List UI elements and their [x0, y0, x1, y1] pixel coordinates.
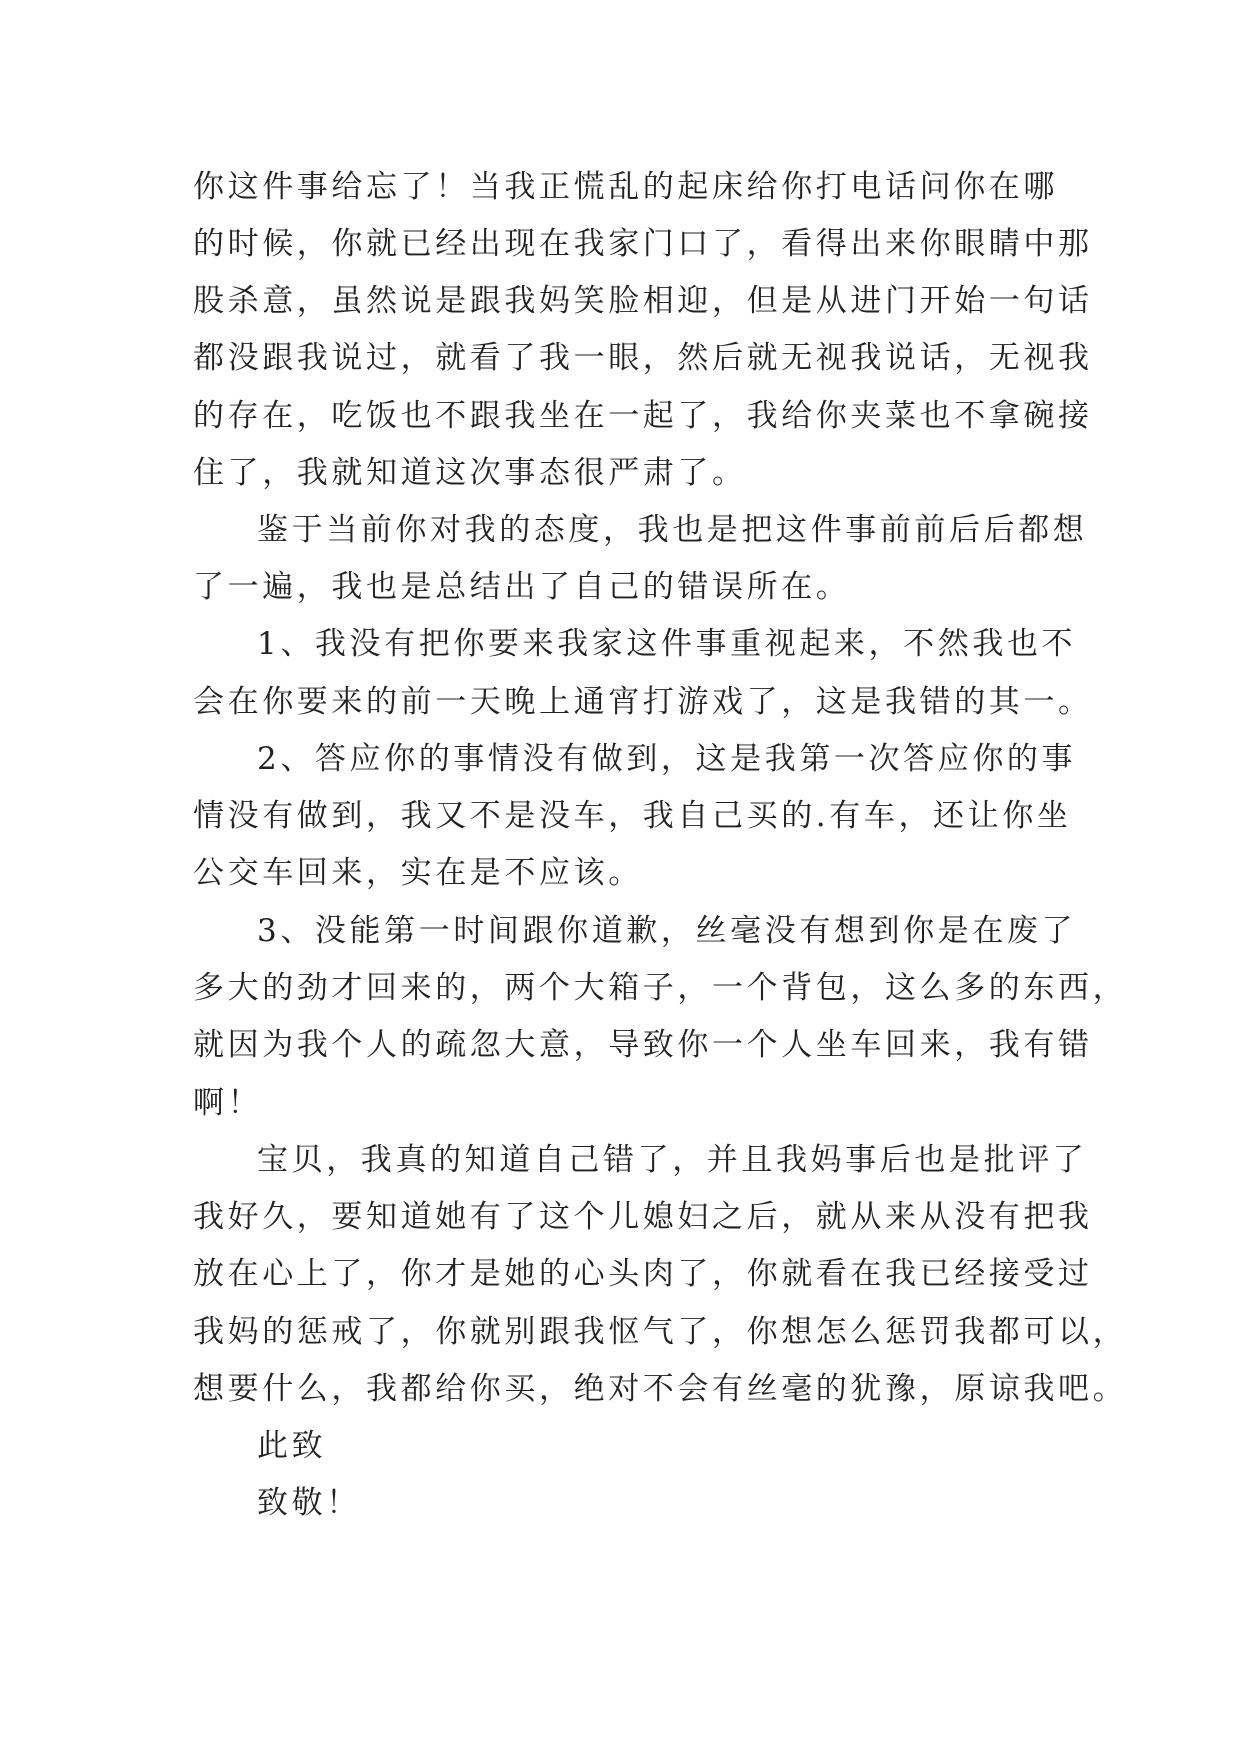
text-line: 我好久，要知道她有了这个儿媳妇之后，就从来从没有把我 — [193, 1199, 1093, 1235]
text-line: 会在你要来的前一天晚上通宵打游戏了，这是我错的其一。 — [193, 684, 1093, 720]
text-line: 鉴于当前你对我的态度，我也是把这件事前前后后都想 — [257, 512, 1088, 548]
text-line: 2、答应你的事情没有做到，这是我第一次答应你的事 — [257, 741, 1077, 777]
closing-salutation: 此致 — [257, 1428, 327, 1464]
text-line: 的时候，你就已经出现在我家门口了，看得出来你眼睛中那 — [193, 226, 1093, 262]
text-line: 啊！ — [193, 1085, 263, 1121]
text-line: 都没跟我说过，就看了我一眼，然后就无视我说话，无视我 — [193, 340, 1093, 376]
text-line: 3、没能第一时间跟你道歉，丝毫没有想到你是在废了 — [257, 913, 1077, 949]
text-line: 想要什么，我都给你买，绝对不会有丝毫的犹豫，原谅我吧。 — [193, 1371, 1128, 1407]
text-line: 的存在，吃饭也不跟我坐在一起了，我给你夹菜也不拿碗接 — [193, 398, 1093, 434]
text-line: 我妈的惩戒了，你就别跟我怄气了，你想怎么惩罚我都可以， — [193, 1314, 1128, 1350]
text-line: 了一遍，我也是总结出了自己的错误所在。 — [193, 569, 851, 605]
text-line: 你这件事给忘了！当我正慌乱的起床给你打电话问你在哪 — [193, 169, 1058, 205]
text-line: 就因为我个人的疏忽大意，导致你一个人坐车回来，我有错 — [193, 1027, 1093, 1063]
text-line: 住了，我就知道这次事态很严肃了。 — [193, 455, 747, 491]
text-line: 情没有做到，我又不是没车，我自己买的.有车，还让你坐 — [193, 798, 1072, 834]
text-line: 多大的劲才回来的，两个大箱子，一个背包，这么多的东西， — [193, 970, 1128, 1006]
text-line: 1、我没有把你要来我家这件事重视起来，不然我也不 — [257, 626, 1077, 662]
text-line: 放在心上了，你才是她的心头肉了，你就看在我已经接受过 — [193, 1256, 1093, 1292]
text-line: 公交车回来，实在是不应该。 — [193, 855, 643, 891]
text-line: 宝贝，我真的知道自己错了，并且我妈事后也是批评了 — [257, 1142, 1088, 1178]
closing-regards: 致敬！ — [257, 1485, 361, 1521]
text-line: 股杀意，虽然说是跟我妈笑脸相迎，但是从进门开始一句话 — [193, 283, 1093, 319]
